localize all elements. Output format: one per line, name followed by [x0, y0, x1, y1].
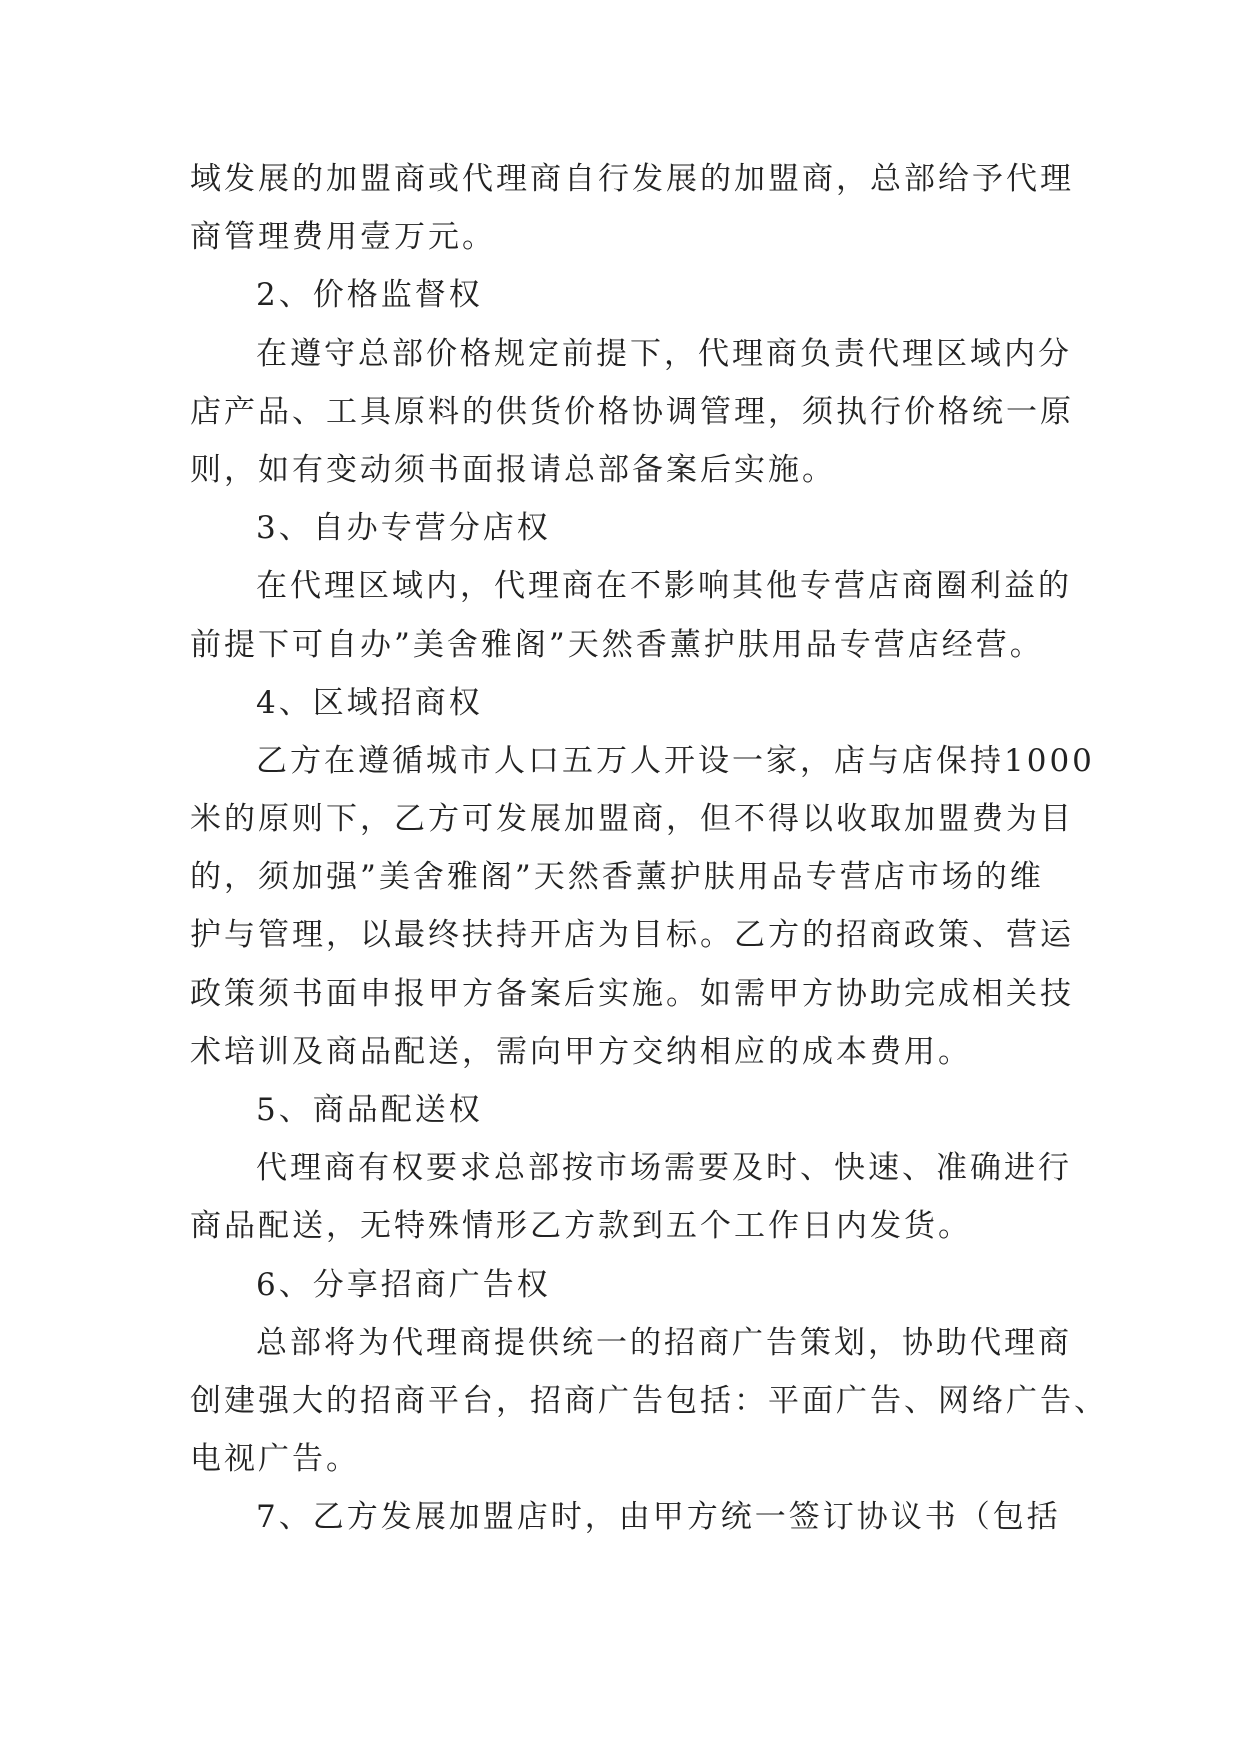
paragraph-line: 创建强大的招商平台，招商广告包括：平面广告、网络广告、 — [190, 1382, 1108, 1419]
paragraph-line: 米的原则下，乙方可发展加盟商，但不得以收取加盟费为目 — [190, 801, 1074, 838]
section-heading-regional-investment: 4、区域招商权 — [256, 684, 483, 721]
paragraph-line: 则，如有变动须书面报请总部备案后实施。 — [190, 451, 836, 488]
paragraph-line: 代理商有权要求总部按市场需要及时、快速、准确进行 — [256, 1150, 1072, 1187]
paragraph-line: 术培训及商品配送，需向甲方交纳相应的成本费用。 — [190, 1033, 972, 1070]
paragraph-line: 护与管理，以最终扶持开店为目标。乙方的招商政策、营运 — [190, 917, 1074, 954]
paragraph-line: 总部将为代理商提供统一的招商广告策划，协助代理商 — [256, 1324, 1072, 1361]
paragraph-line: 前提下可自办”美舍雅阁”天然香薰护肤用品专营店经营。 — [190, 626, 1044, 663]
section-heading-product-delivery: 5、商品配送权 — [256, 1092, 483, 1128]
paragraph-line: 商品配送，无特殊情形乙方款到五个工作日内发货。 — [190, 1208, 972, 1245]
paragraph-line: 乙方在遵循城市人口五万人开设一家，店与店保持1000 — [256, 742, 1095, 779]
paragraph-line: 政策须书面申报甲方备案后实施。如需甲方协助完成相关技 — [190, 975, 1074, 1012]
paragraph-line: 商管理费用壹万元。 — [190, 219, 496, 256]
paragraph-line: 电视广告。 — [190, 1441, 360, 1478]
document-body — [190, 150, 1108, 1547]
section-heading-self-operated-store: 3、自办专营分店权 — [256, 510, 551, 547]
section-heading-shared-advertising: 6、分享招商广告权 — [256, 1266, 551, 1303]
paragraph-line: 在遵守总部价格规定前提下，代理商负责代理区域内分 — [256, 335, 1072, 372]
section-heading-price-supervision: 2、价格监督权 — [256, 277, 483, 314]
paragraph-line: 店产品、工具原料的供货价格协调管理，须执行价格统一原 — [190, 393, 1074, 430]
paragraph-line: 在代理区域内，代理商在不影响其他专营店商圈利益的 — [256, 568, 1072, 605]
paragraph-line: 的，须加强”美舍雅阁”天然香薰护肤用品专营店市场的维 — [190, 859, 1044, 896]
section-heading-franchise-agreement: 7、乙方发展加盟店时，由甲方统一签订协议书（包括 — [256, 1499, 1061, 1536]
paragraph-line: 域发展的加盟商或代理商自行发展的加盟商，总部给予代理 — [190, 161, 1074, 197]
